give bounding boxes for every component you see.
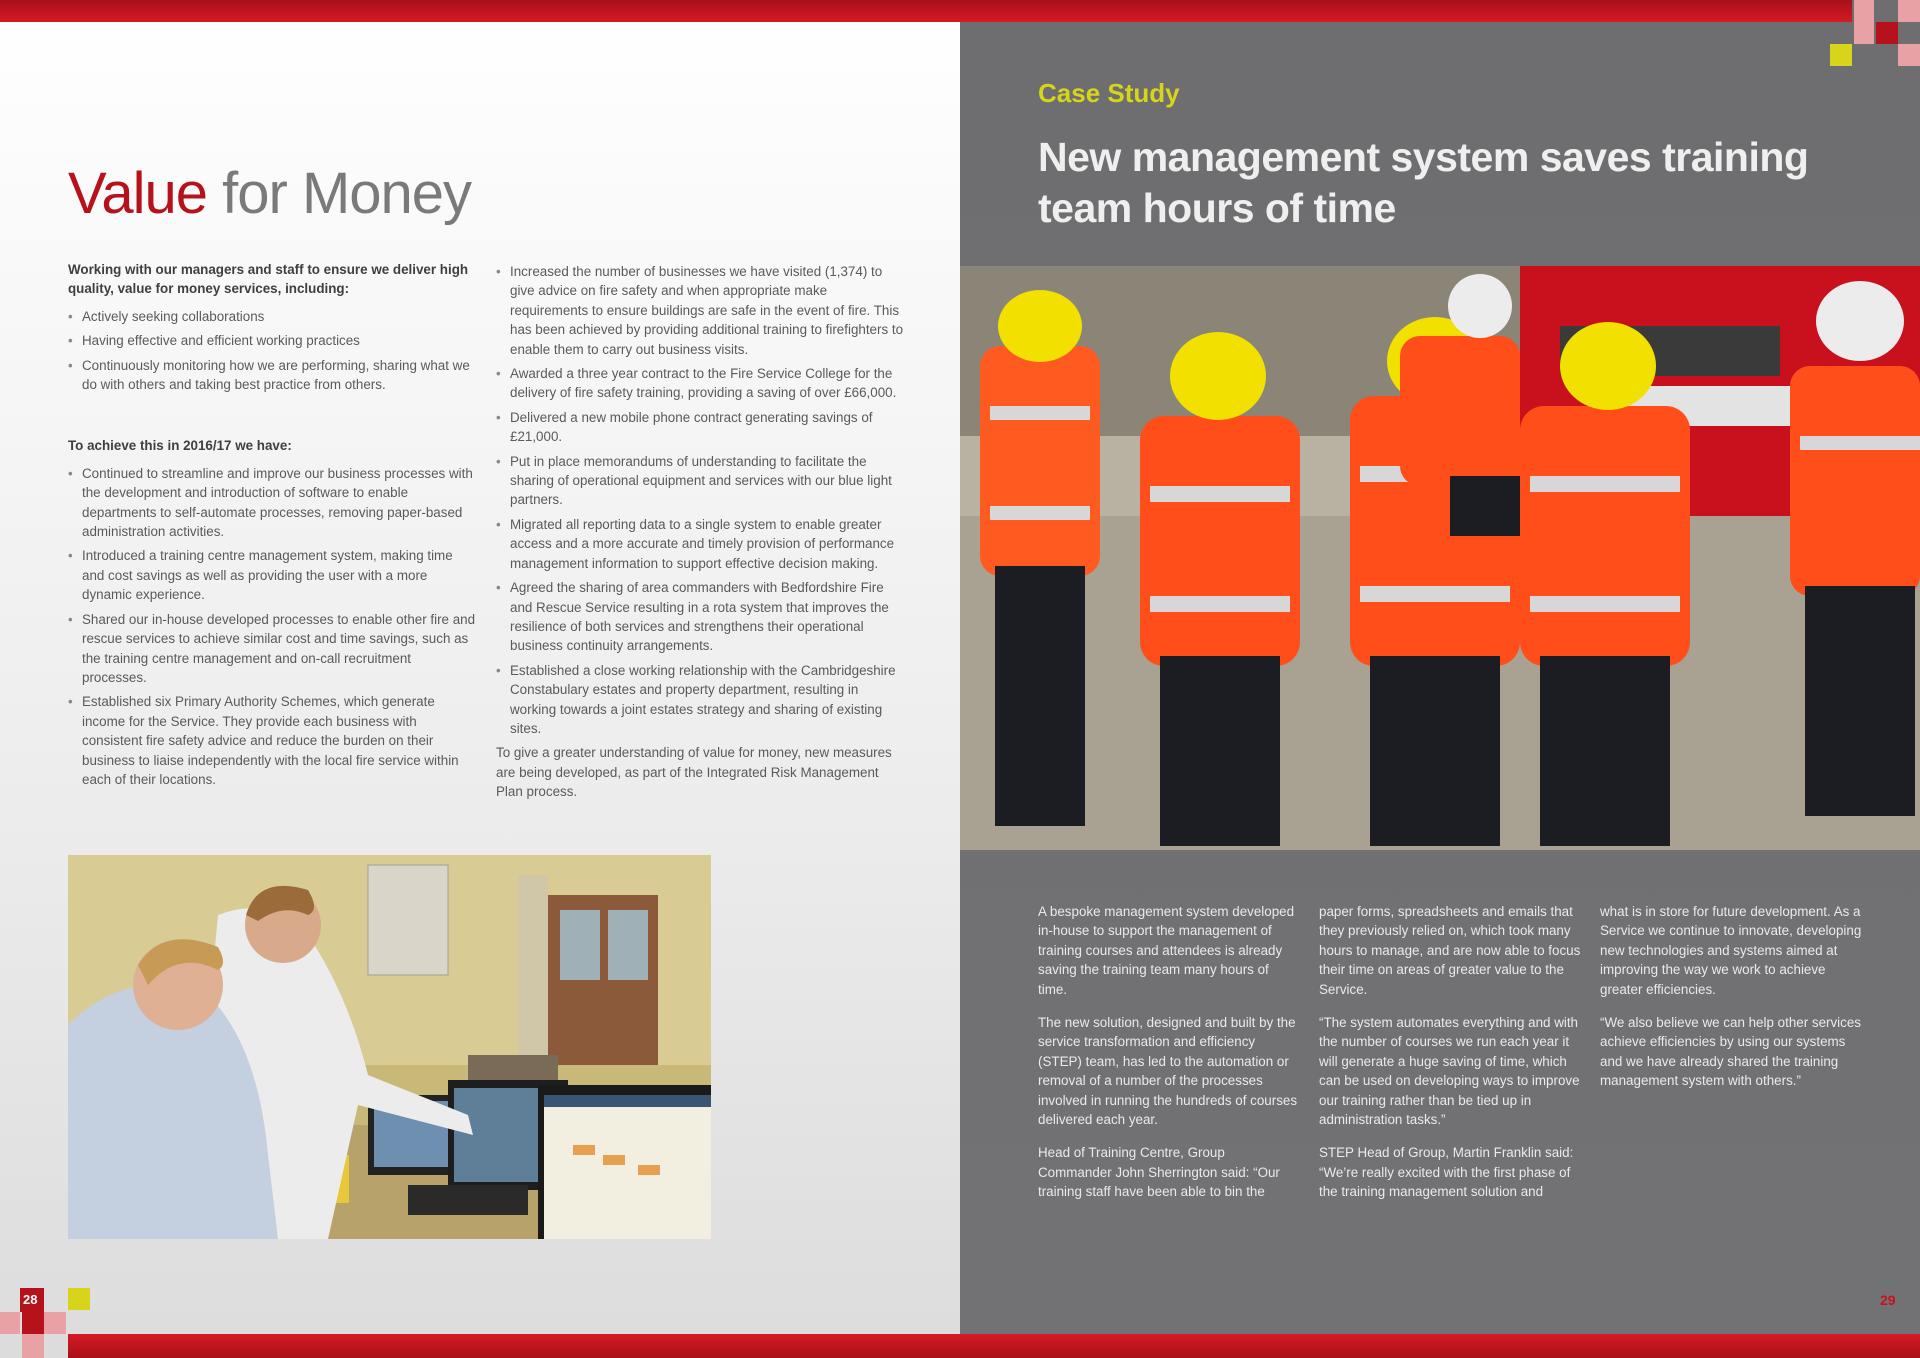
decor-square <box>1876 22 1898 44</box>
decor-square <box>22 1312 44 1334</box>
page-title: Value for Money <box>68 161 472 226</box>
decor-square <box>1830 44 1852 66</box>
list-item: • Actively seeking collaborations <box>68 307 478 326</box>
paragraph: “The system automates everything and with the number of courses we run each year it will generate a huge saving of time, which can be used on developing ways to improve our training rather than be tied up in administration tasks.” <box>1319 1015 1580 1128</box>
list-item: • Introduced a training centre management system, making time and cost savings as well as providing the user with a more dynamic experience. <box>68 546 478 604</box>
page-number: 29 <box>1880 1292 1896 1308</box>
list-item: • Delivered a new mobile phone contract generating savings of £21,000. <box>496 408 906 447</box>
bottom-red-bar <box>960 1334 1920 1358</box>
paragraph: paper forms, spreadsheets and emails that they previously relied on, which took many hours to manage, and are now able to focus their time on areas of greater value to the Service. <box>1319 904 1581 997</box>
decor-square <box>1898 0 1920 22</box>
achieve-heading: To achieve this in 2016/17 we have: <box>68 438 292 454</box>
decor-square <box>1854 0 1874 22</box>
decor-square <box>68 1288 90 1310</box>
list-item: • Increased the number of businesses we have visited (1,374) to give advice on fire safety and when appropriate make requirements to ensure buildings are safe in the event of fire. This has been achieved by providing additional training to firefighters to enable them to carry out business visits. <box>496 262 906 359</box>
paragraph: STEP Head of Group, Martin Franklin said: “We’re really excited with the first phase of the training management solution and <box>1319 1145 1574 1200</box>
case-study-column-2 <box>1319 902 1581 1216</box>
left-column-1 <box>68 260 478 794</box>
list-item: • Shared our in-house developed processes to enable other fire and rescue services to achieve similar cost and time savings, such as the training centre management and on-call recruitment processes. <box>68 610 478 688</box>
top-red-bar <box>0 0 960 22</box>
office-photo <box>68 855 711 1239</box>
list-item: • Put in place memorandums of understanding to facilitate the sharing of operational equipment and services with our blue light partners. <box>496 452 906 510</box>
bottom-red-bar <box>68 1334 960 1358</box>
decor-square <box>44 1312 66 1334</box>
list-item: • Agreed the sharing of area commanders with Bedfordshire Fire and Rescue Service resulting in a rota system that improves the resilience of both services and strengthens their operational business continuity arrangements. <box>496 578 906 656</box>
paragraph: what is in store for future development. As a Service we continue to innovate, developing new technologies and systems aimed at improving the way we work to achieve greater efficiencies. <box>1600 904 1862 997</box>
case-study-column-3 <box>1600 902 1862 1105</box>
decor-square <box>22 1334 44 1358</box>
firefighter-figure <box>980 290 1100 826</box>
case-study-title: New management system saves training team hours of time <box>1038 134 1809 231</box>
intro-list <box>68 307 478 395</box>
paragraph: A bespoke management system developed in-house to support the management of training courses and attendees is already saving the training team many hours of time. <box>1038 904 1295 997</box>
office-scene-illustration <box>68 855 711 1239</box>
page-number: 28 <box>23 1292 38 1307</box>
list-item: • Continuously monitoring how we are performing, sharing what we do with others and taking best practice from others. <box>68 356 478 395</box>
decor-square <box>1854 22 1874 44</box>
firefighters-photo <box>960 266 1920 850</box>
intro-text: Working with our managers and staff to ensure we deliver high quality, value for money services, including: <box>68 262 469 297</box>
case-study-column-1 <box>1038 902 1300 1216</box>
list-item: • Having effective and efficient working practices <box>68 331 478 350</box>
achievements-list-continued <box>496 262 906 738</box>
top-red-bar <box>960 0 1852 22</box>
decor-square <box>1898 44 1920 66</box>
list-item: • Awarded a three year contract to the Fire Service College for the delivery of fire safety training, providing a saving of over £66,000. <box>496 364 906 403</box>
firefighters-training-illustration <box>960 266 1920 850</box>
case-study-label: Case Study <box>1038 78 1180 108</box>
paragraph: “We also believe we can help other services achieve efficiencies by using our systems and we have already shared the training management system with others.” <box>1600 1015 1861 1089</box>
list-item: • Established six Primary Authority Schemes, which generate income for the Service. They provide each business with consistent fire safety advice and reduce the burden on their business to liaise independently with the local fire service within each of their locations. <box>68 692 478 789</box>
paragraph: Head of Training Centre, Group Commander John Sherrington said: “Our training staff have been able to bin the <box>1038 1145 1280 1200</box>
list-item: • Continued to streamline and improve our business processes with the development and introduction of software to enable departments to self-automate processes, removing paper-based administration activities. <box>68 464 478 542</box>
achieve-list <box>68 464 478 790</box>
decor-square <box>0 1312 20 1334</box>
list-item: • Migrated all reporting data to a single system to enable greater access and a more accurate and timely provision of performance management information to support effective decision making. <box>496 515 906 573</box>
paragraph: The new solution, designed and built by the service transformation and efficiency (STEP) team, has led to the automation or removal of a number of the processes involved in running the hundreds of courses delivered each year. <box>1038 1015 1298 1128</box>
list-item: • Established a close working relationship with the Cambridgeshire Constabulary estates and property department, resulting in working towards a joint estates strategy and sharing of existing sites. <box>496 661 906 739</box>
left-column-2 <box>496 262 906 810</box>
closing-text: To give a greater understanding of value for money, new measures are being developed, as part of the Integrated Risk Management Plan process. <box>496 745 892 800</box>
